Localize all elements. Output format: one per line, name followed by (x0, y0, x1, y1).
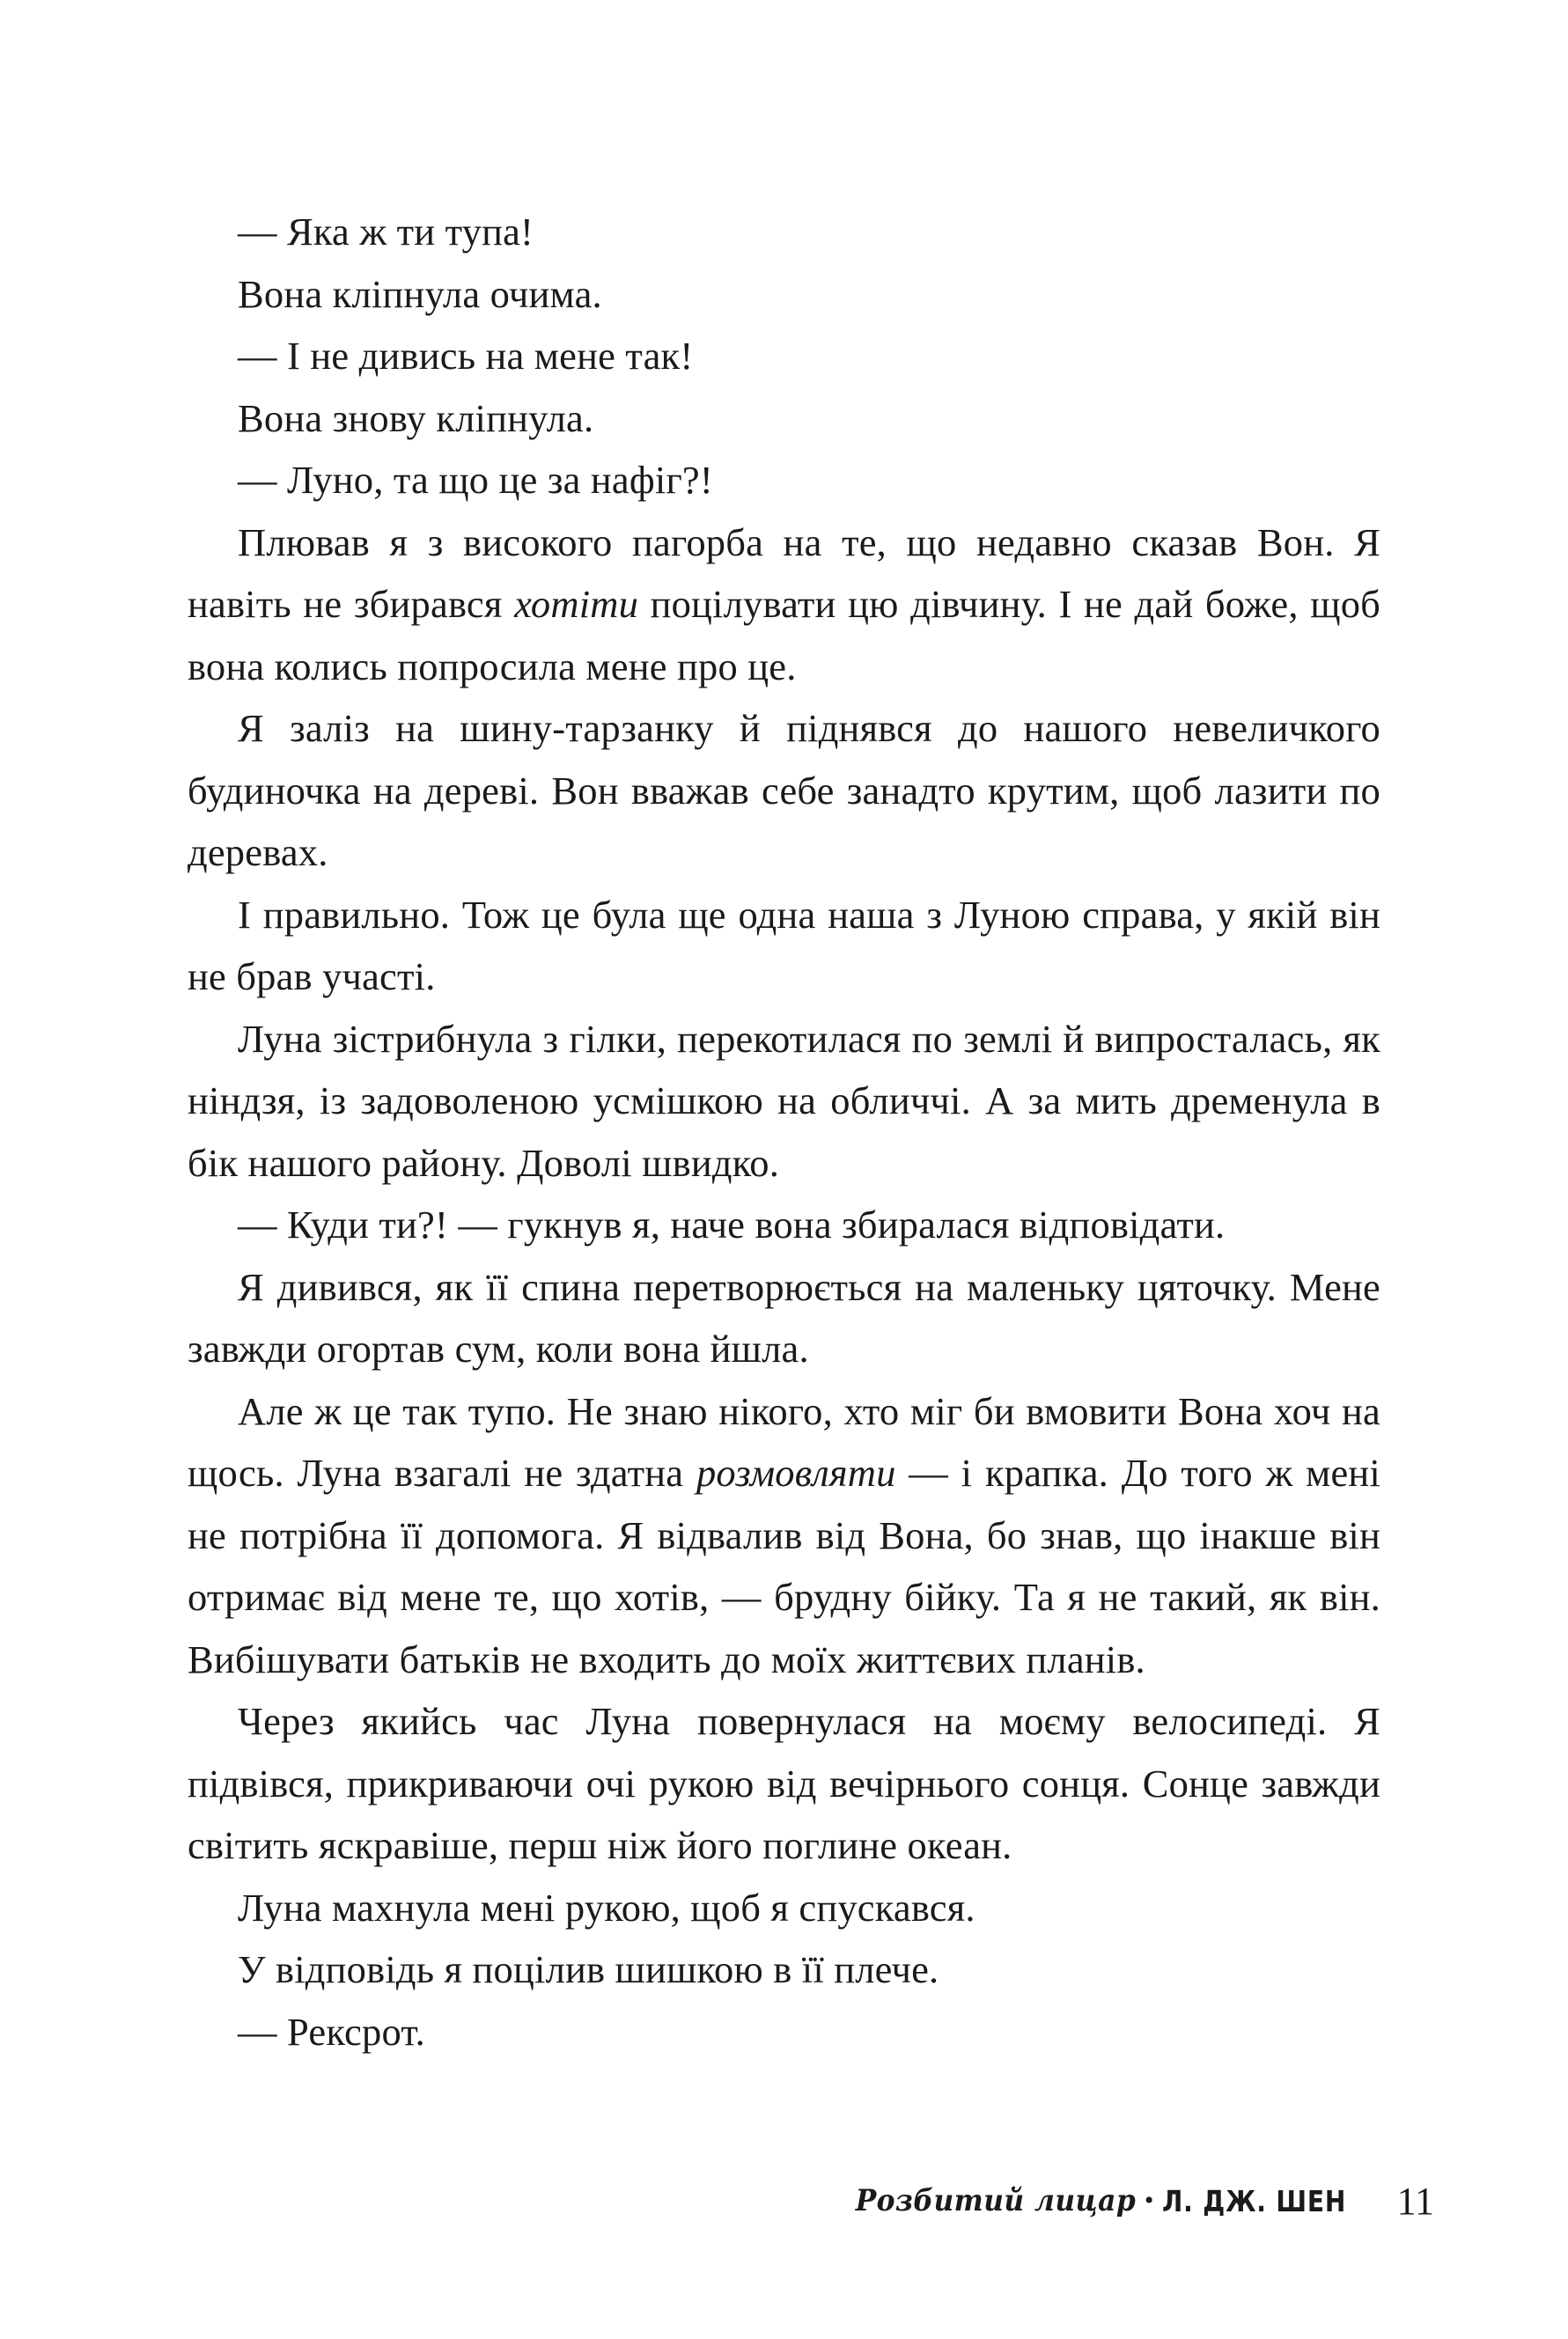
paragraph: — Яка ж ти тупа! (238, 210, 534, 254)
running-title: Розбитий лицар (855, 2183, 1136, 2218)
paragraph: Луна махнула мені рукою, щоб я спускався. (238, 1885, 975, 1930)
paragraph: У відповідь я поцілив шишкою в її плече. (238, 1947, 939, 1991)
paragraph: Через якийсь час Луна повернулася на моєму велосипеді. Я підвівся, прикриваючи очі рукою від вечірнього сонця. Сонце завжди світить яскравіше, перш ніж його поглине океан. (188, 1699, 1380, 1867)
paragraph: Луна зістрибнула з гілки, перекотилася по землі й випросталась, як ніндзя, із задоволеною усмішкою на обличчі. А за мить дременула в бік нашого району. Доволі швидко. (188, 1016, 1380, 1185)
paragraph: Я дивився, як її спина перетворюється на маленьку цяточку. Мене завжди огортав сум, коли вона йшла. (188, 1264, 1380, 1371)
body-text (188, 201, 1380, 2063)
paragraph: — Куди ти?! — гукнув я, наче вона збиралася відповідати. (238, 1203, 1226, 1247)
emphasis: розмовляти (696, 1451, 896, 1495)
paragraph: — Рексрот. (238, 2009, 425, 2054)
paragraph: Але ж це так тупо. Не знаю нікого, хто міг би вмовити Вона хоч на щось. Луна взагалі не здатна розмовляти — і крапка. До того ж мені не потрібна її допомога. Я відвалив від Вона, бо знав, що інакше він отримає від мене те, що хотів, — брудну бійку. Та я не такий, як він. Вибішувати батьків не входить до моїх життєвих планів. (188, 1388, 1380, 1681)
footer-separator: • (1144, 2186, 1154, 2215)
paragraph: Плював я з високого пагорба на те, що недавно сказав Вон. Я навіть не збирався хотіти поцілувати цю дівчину. І не дай боже, щоб вона колись попросила мене про це. (188, 519, 1380, 688)
author-name: Л. ДЖ. ШЕН (1162, 2183, 1347, 2218)
page-number: 11 (1396, 2179, 1434, 2223)
paragraph: Я заліз на шину-тарзанку й піднявся до нашого невеличкого будиночка на дереві. Вон вважав себе занадто крутим, щоб лазити по деревах. (188, 706, 1380, 874)
paragraph: — Луно, та що це за нафіг?! (238, 458, 713, 502)
paragraph: Вона кліпнула очима. (238, 271, 602, 316)
paragraph: І правильно. Тож це була ще одна наша з Луною справа, у якій він не брав участі. (188, 892, 1380, 998)
emphasis: хотіти (514, 582, 639, 626)
paragraph: — І не дивись на мене так! (238, 334, 694, 378)
paragraph: Вона знову кліпнула. (238, 395, 594, 440)
page-footer (831, 2174, 1434, 2227)
